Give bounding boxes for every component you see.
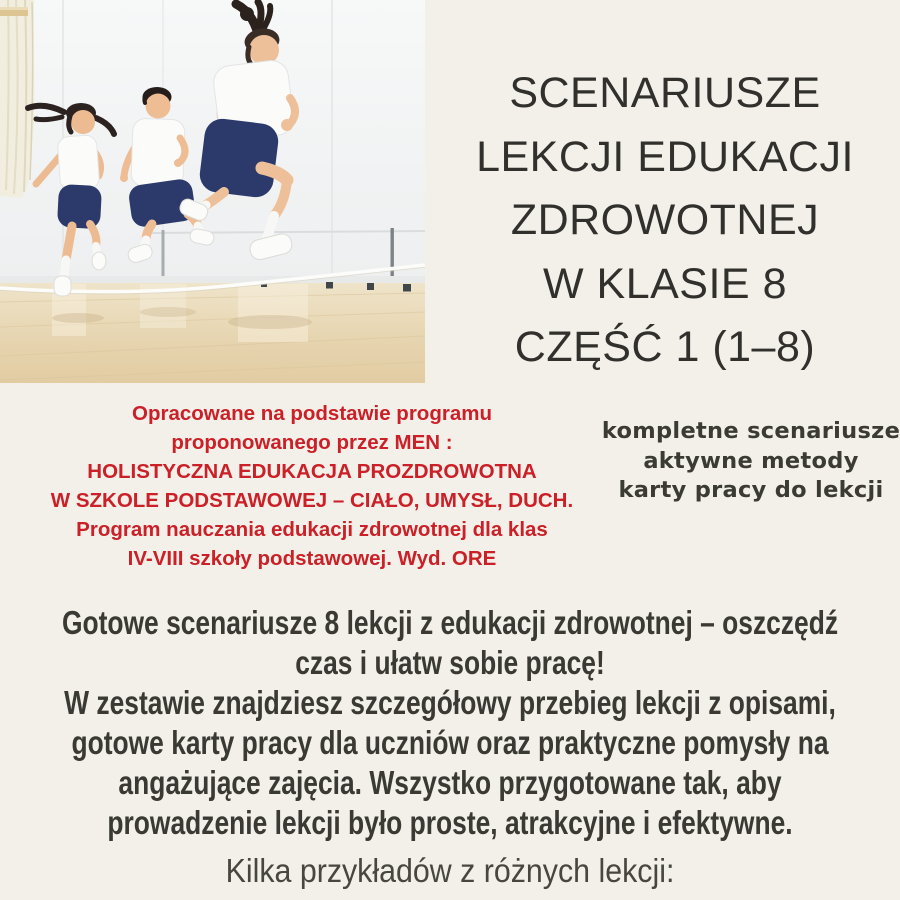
children-jumping-rope-photo — [0, 0, 425, 383]
source-line: IV-VIII szkoły podstawowej. Wyd. ORE — [127, 547, 497, 570]
description-line: W zestawie znajdziesz szczegółowy przebieg lekcji z opisami, — [64, 684, 836, 721]
gym-scene-illustration — [0, 0, 425, 383]
feature-item: aktywne metody — [643, 447, 859, 474]
features-list — [601, 417, 900, 506]
title-line: ZDROWOTNEJ — [510, 196, 820, 244]
page-title — [430, 62, 900, 380]
feature-item: karty pracy do lekcji — [618, 477, 884, 503]
description-line: prowadzenie lekcji było proste, atrakcyjne i efektywne. — [107, 804, 793, 841]
source-line: proponowanego przez MEN : — [171, 431, 453, 454]
source-line: HOLISTYCZNA EDUKACJA PROZDROWOTNA — [87, 460, 537, 483]
source-line: Program nauczania edukacji zdrowotnej dla klas — [76, 518, 548, 541]
description-line: gotowe karty pracy dla uczniów oraz praktyczne pomysły na — [71, 724, 829, 761]
feature-item: kompletne scenariusze — [601, 418, 900, 444]
title-line: CZĘŚĆ 1 (1–8) — [514, 323, 816, 371]
description-line: Gotowe scenariusze 8 lekcji z edukacji zdrowotnej – oszczędź — [61, 604, 839, 641]
title-line: LEKCJI EDUKACJI — [476, 132, 854, 181]
examples-heading: Kilka przykładów z różnych lekcji: — [225, 852, 675, 889]
description-text — [10, 603, 890, 843]
title-line: SCENARIUSZE — [509, 69, 821, 117]
source-line: Opracowane na podstawie programu — [132, 402, 492, 425]
description-line: angażujące zajęcia. Wszystko przygotowane tak, aby — [118, 764, 782, 801]
source-line: W SZKOLE PODSTAWOWEJ – CIAŁO, UMYSŁ, DUCH. — [50, 489, 574, 512]
description-line: czas i ułatw sobie pracę! — [295, 644, 605, 681]
title-line: W KLASIE 8 — [543, 259, 787, 308]
program-source-note — [28, 399, 596, 573]
